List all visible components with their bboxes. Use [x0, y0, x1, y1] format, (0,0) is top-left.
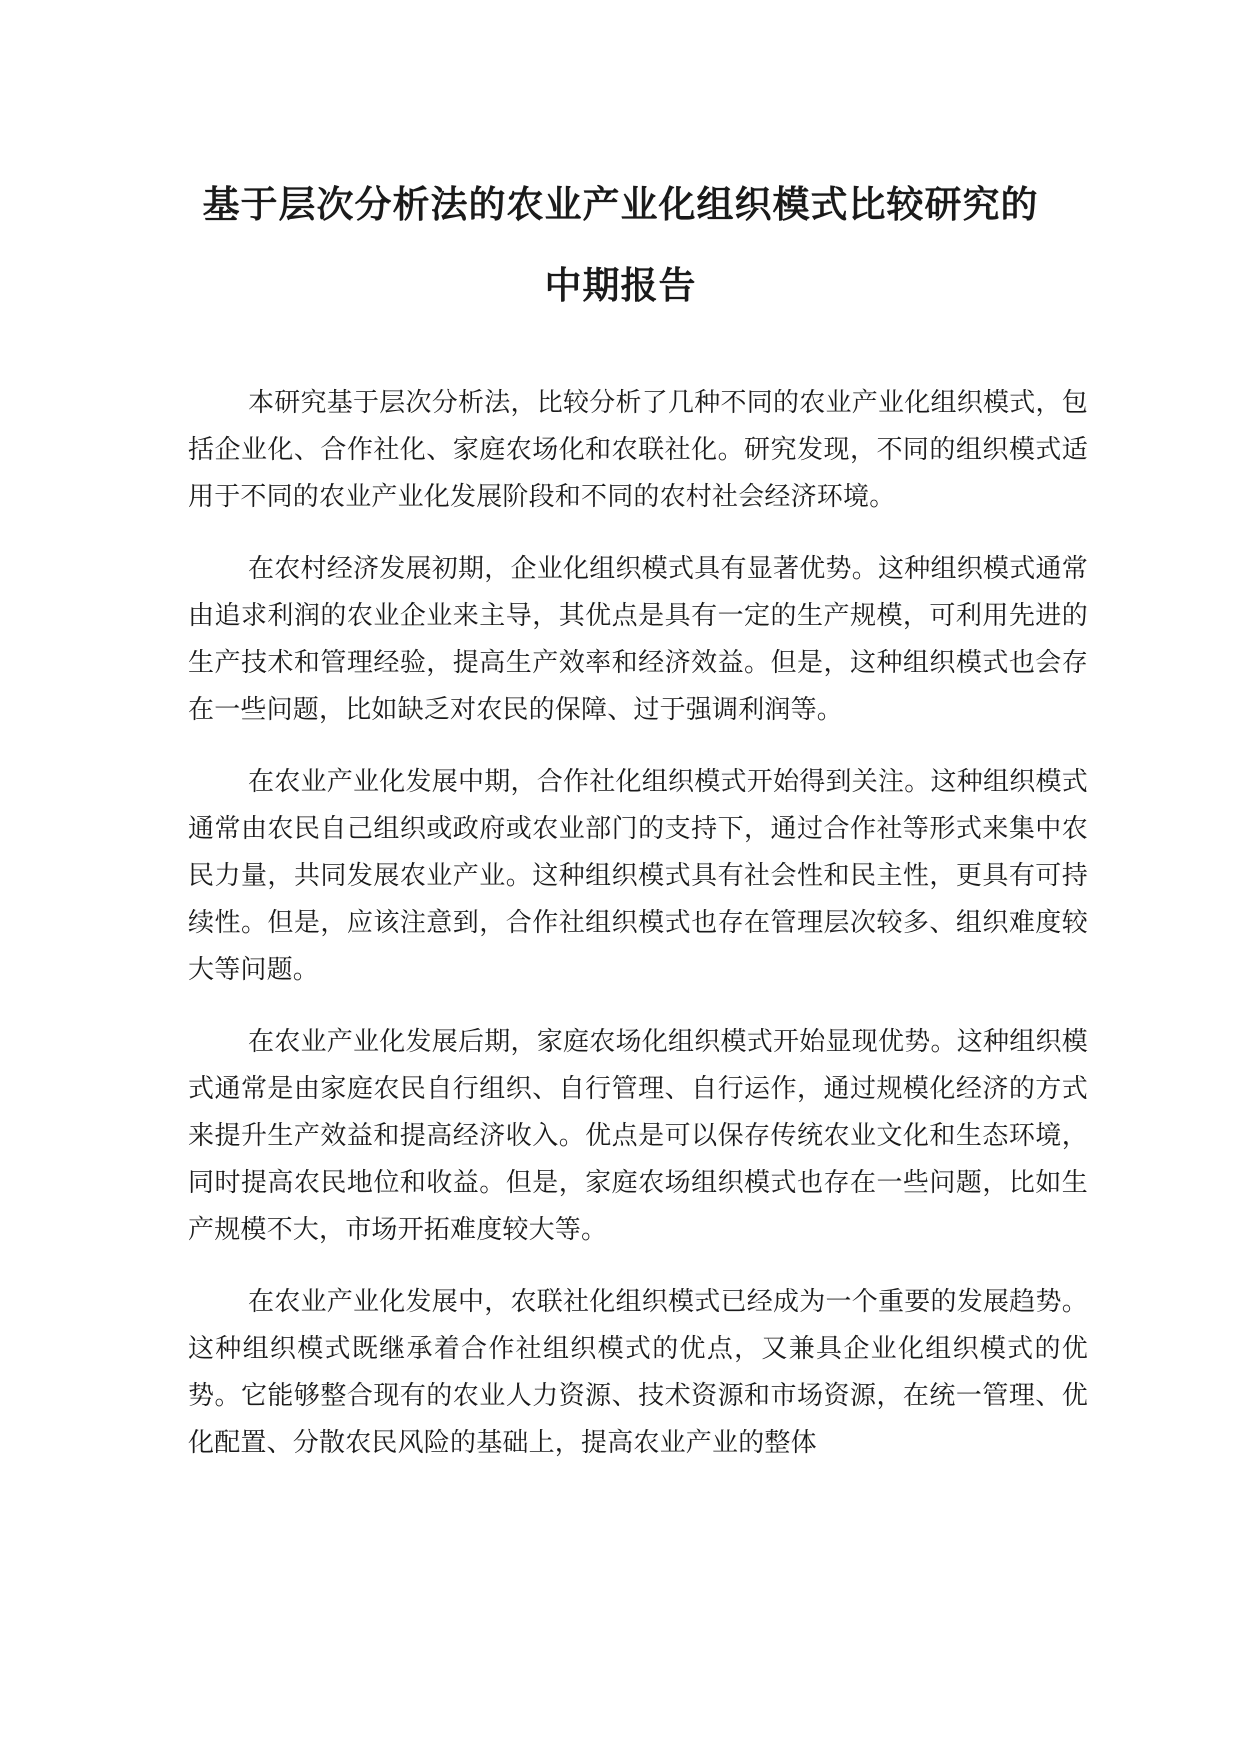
paragraph-4: 在农业产业化发展后期，家庭农场化组织模式开始显现优势。这种组织模式通常是由家庭农民自行组织、自行管理、自行运作，通过规模化经济的方式来提升生产效益和提高经济收入。优点是可以保存传统农业文化和生态环境，同时提高农民地位和收益。但是，家庭农场组织模式也存在一些问题，比如生产规模不大，市场开拓难度较大等。 — [188, 1027, 1088, 1245]
paragraph-5: 在农业产业化发展中，农联社化组织模式已经成为一个重要的发展趋势。这种组织模式既继承着合作社组织模式的优点，又兼具企业化组织模式的优势。它能够整合现有的农业人力资源、技术资源和市场资源，在统一管理、优化配置、分散农民风险的基础上，提高农业产业的整体 — [188, 1287, 1088, 1458]
paragraph-2: 在农村经济发展初期，企业化组织模式具有显著优势。这种组织模式通常由追求利润的农业企业来主导，其优点是具有一定的生产规模，可利用先进的生产技术和管理经验，提高生产效率和经济效益。但是，这种组织模式也会存在一些问题，比如缺乏对农民的保障、过于强调利润等。 — [188, 554, 1088, 725]
document-title-line-1: 基于层次分析法的农业产业化组织模式比较研究的 — [202, 183, 1039, 226]
document-title-line-2: 中期报告 — [544, 264, 697, 307]
paragraph-1: 本研究基于层次分析法，比较分析了几种不同的农业产业化组织模式，包括企业化、合作社化、家庭农场化和农联社化。研究发现，不同的组织模式适用于不同的农业产业化发展阶段和不同的农村社会经济环境。 — [188, 388, 1088, 512]
paragraph-3: 在农业产业化发展中期，合作社化组织模式开始得到关注。这种组织模式通常由农民自己组织或政府或农业部门的支持下，通过合作社等形式来集中农民力量，共同发展农业产业。这种组织模式具有社会性和民主性，更具有可持续性。但是，应该注意到，合作社组织模式也存在管理层次较多、组织难度较大等问题。 — [188, 767, 1088, 985]
document-body — [188, 380, 1088, 1492]
